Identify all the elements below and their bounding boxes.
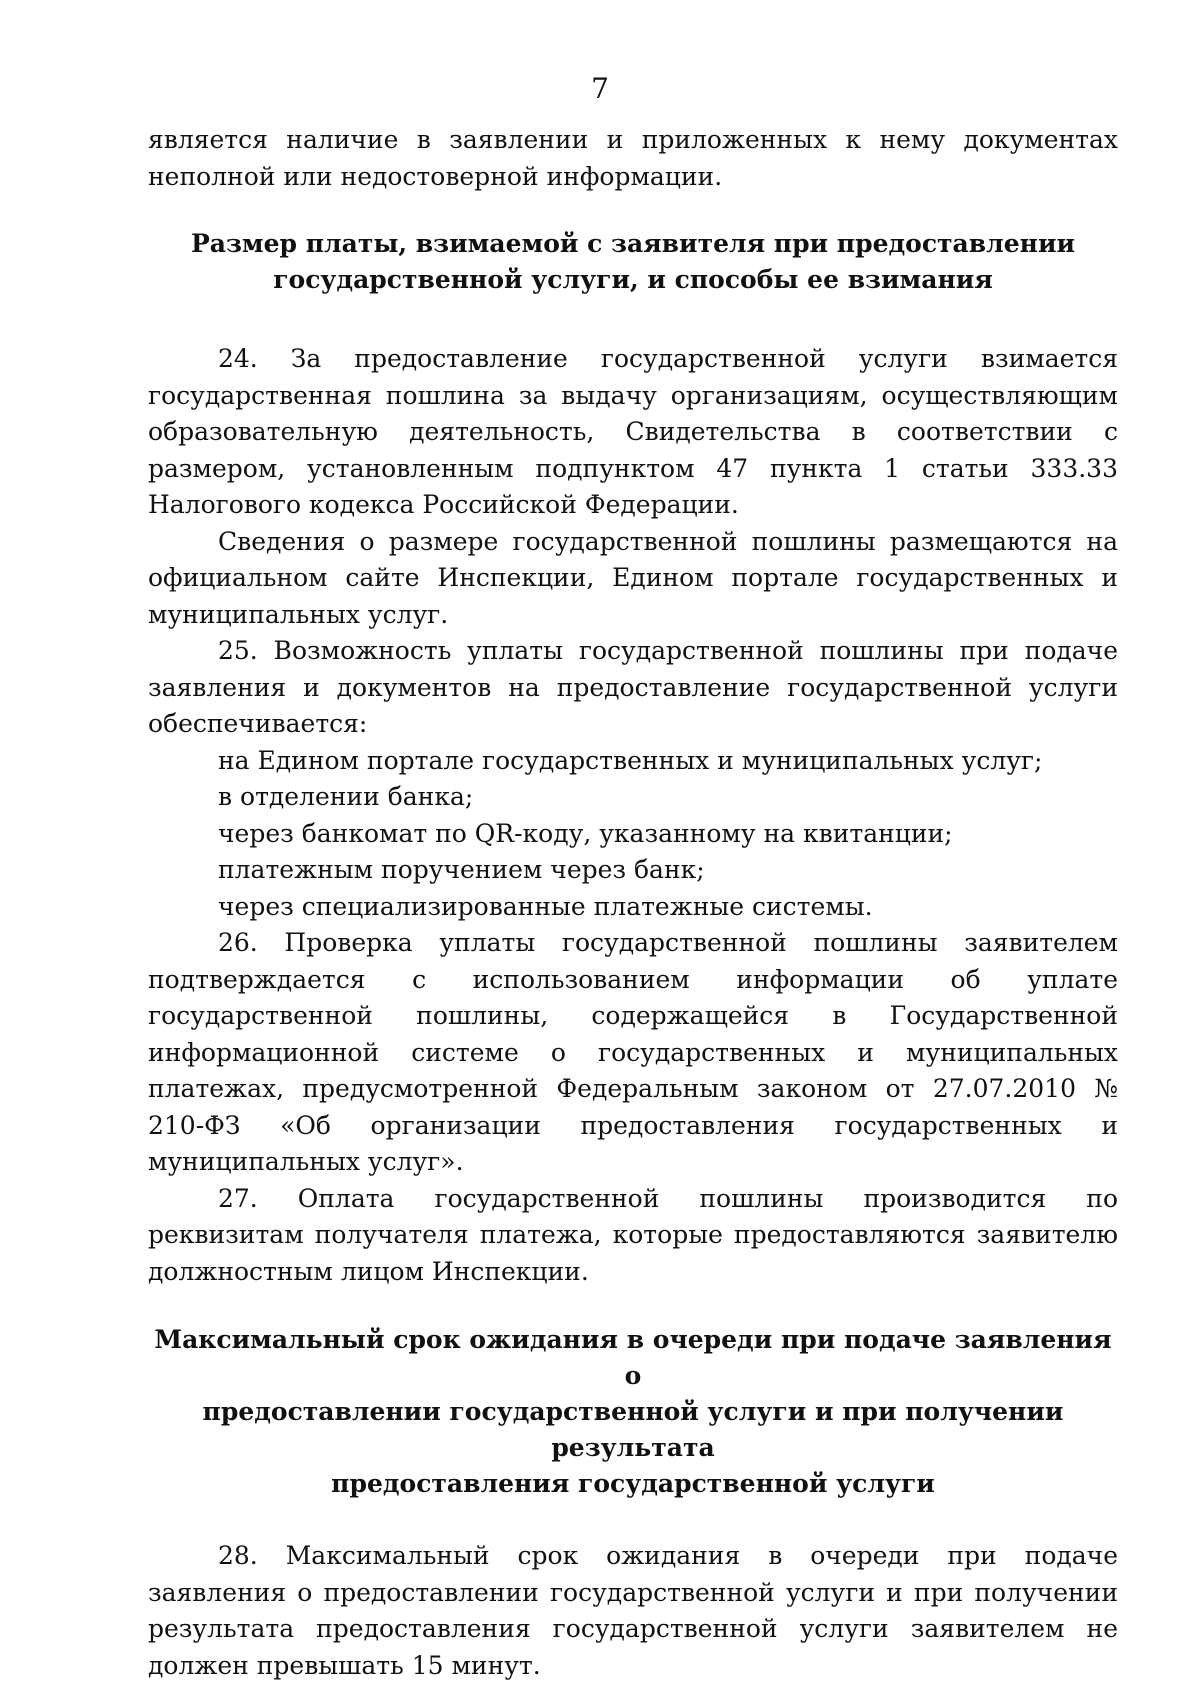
paragraph-24-fee-info: Сведения о размере государственной пошлины размещаются на официальном сайте Инспекции, Едином портале государственных и муниципальных услуг. (148, 526, 1118, 629)
intro-paragraph: является наличие в заявлении и приложенных к нему документах неполной или недостоверной информации. (148, 125, 1118, 191)
section-heading-fee (148, 226, 1118, 298)
page-number: 7 (591, 72, 609, 105)
section-heading-waiting-time-line-3: предоставления государственной услуги (331, 1469, 935, 1498)
payment-method-item: платежным поручением через банк; (218, 855, 705, 884)
payment-method-item: на Едином портале государственных и муниципальных услуг; (218, 745, 1043, 775)
payment-method-item: в отделении банка; (218, 782, 474, 811)
payment-method-item: через специализированные платежные системы. (218, 891, 873, 921)
section-heading-waiting-time-line-2: предоставлении государственной услуги и при получении результата (202, 1397, 1064, 1462)
paragraph-24: 24. За предоставление государственной услуги взимается государственная пошлина за выдачу организациям, осуществляющим образовательную деятельность, Свидетельства в соответствии с размером, установленным подпунктом 47 пункта 1 статьи 333.33 Налогового кодекса Российской Федерации. (148, 344, 1118, 519)
paragraph-27: 27. Оплата государственной пошлины производится по реквизитам получателя платежа, которые предоставляются заявителю должностным лицом Инспекции. (148, 1183, 1118, 1286)
section-heading-fee-line-1: Размер платы, взимаемой с заявителя при предоставлении (190, 229, 1076, 258)
document-body (148, 122, 1118, 1684)
section-heading-fee-line-2: государственной услуги, и способы ее взимания (273, 265, 993, 294)
section-heading-waiting-time (148, 1322, 1118, 1502)
paragraph-28: 28. Максимальный срок ожидания в очереди при подаче заявления о предоставлении государственной услуги и при получении результата предоставления государственной услуги заявителем не должен превышать 15 минут. (148, 1541, 1118, 1680)
paragraph-26: 26. Проверка уплаты государственной пошлины заявителем подтверждается с использованием информации об уплате государственной пошлины, содержащейся в Государственной информационной системе о государственных и муниципальных платежах, предусмотренной Федеральным законом от 27.07.2010 № 210-ФЗ «Об организации предоставления государственных и муниципальных услуг». (148, 928, 1118, 1176)
section-heading-waiting-time-line-1: Максимальный срок ожидания в очереди при подаче заявления о (154, 1325, 1112, 1390)
paragraph-25: 25. Возможность уплаты государственной пошлины при подаче заявления и документов на предоставление государственной услуги обеспечивается: (148, 636, 1118, 738)
payment-method-item: через банкомат по QR-коду, указанному на квитанции; (218, 818, 953, 848)
